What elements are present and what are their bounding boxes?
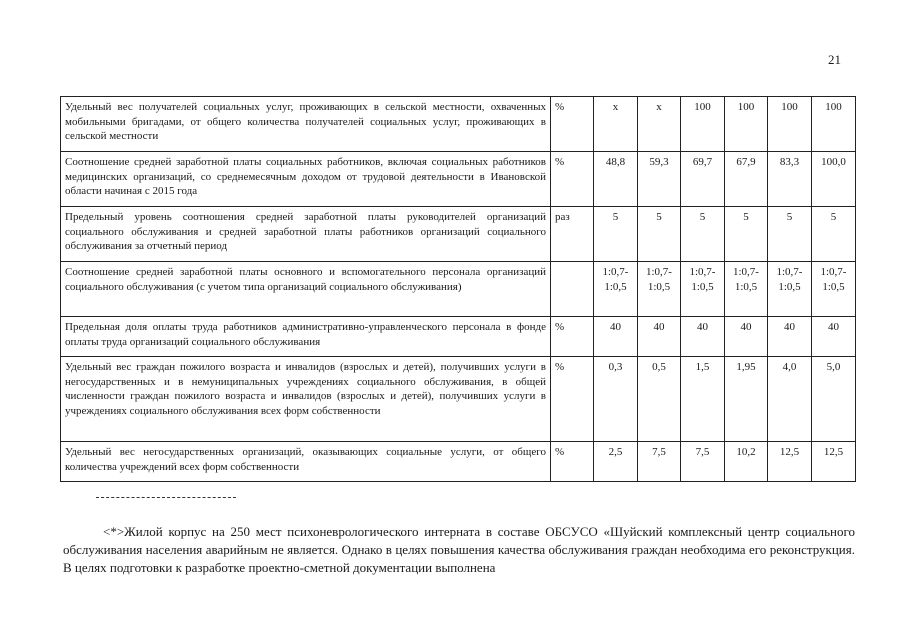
indicator-unit [551, 262, 594, 317]
indicator-value [768, 262, 812, 317]
indicator-value-text: 1:0,7-1:0,5 [689, 266, 716, 293]
indicators-table [60, 96, 856, 482]
indicator-value-text: 7,5 [652, 446, 666, 458]
indicator-value [594, 317, 638, 357]
indicator-value-text: 100 [781, 101, 798, 113]
indicator-value-text: 1:0,7-1:0,5 [733, 266, 759, 293]
indicator-value [725, 357, 768, 442]
indicator-value-text: 48,8 [605, 156, 626, 168]
indicator-value [768, 357, 812, 442]
table-row [61, 207, 856, 262]
indicator-value-text: 1,95 [736, 361, 756, 373]
indicator-value-text: 1:0,7-1:0,5 [820, 266, 847, 293]
indicator-value-text: 4,0 [782, 361, 797, 373]
indicator-description: Удельный вес граждан пожилого возраста и инвалидов (взрослых и детей), получивших услуги в негосударственных и в немуниципальных учреждениях социального обслуживания, в общей численности граждан пожилого возраста и инвалидов (взрослых и детей), получивших услуги в учреждениях социального обслуживания всех форм собственности [61, 357, 551, 442]
table-row [61, 317, 856, 357]
indicator-value-text: 0,5 [652, 361, 666, 373]
indicator-description: Соотношение средней заработной платы социальных работников, включая социальных работников медицинских организаций, со среднемесячным доходом от трудовой деятельности в Ивановской области начиная с 2015 года [61, 152, 551, 207]
indicator-value-text: 1,5 [695, 361, 710, 373]
indicator-value [725, 317, 768, 357]
indicator-value [812, 152, 856, 207]
indicator-value-text: 5 [656, 211, 662, 223]
indicator-unit: % [551, 97, 594, 152]
indicator-value [681, 152, 725, 207]
indicator-value [768, 207, 812, 262]
indicator-unit: раз [551, 207, 594, 262]
indicator-unit: % [551, 152, 594, 207]
indicator-value [681, 442, 725, 482]
indicator-value [594, 357, 638, 442]
indicator-value-text: 0,3 [608, 361, 623, 373]
table-row [61, 442, 856, 482]
indicator-value-text: 40 [653, 321, 665, 333]
indicator-value-text: 40 [828, 321, 839, 333]
indicator-value-text: 10,2 [736, 446, 756, 458]
indicator-value-text: x [612, 101, 619, 113]
indicators-table-body [61, 97, 856, 482]
page-number: 21 [828, 52, 841, 67]
indicator-value [725, 207, 768, 262]
indicator-value-text: 40 [784, 321, 795, 333]
indicator-value [681, 207, 725, 262]
indicator-value-text: 100 [825, 101, 842, 113]
indicator-value [681, 317, 725, 357]
indicator-value [638, 97, 681, 152]
indicator-description: Предельная доля оплаты труда работников административно-управленческого персонала в фонде оплаты труда организаций социального обслуживания [61, 317, 551, 357]
indicator-value-text: 7,5 [695, 446, 710, 458]
indicator-value-text: 100,0 [821, 156, 846, 168]
indicator-value-text: 12,5 [823, 446, 844, 458]
indicator-value [681, 262, 725, 317]
indicator-value-text: 67,9 [736, 156, 756, 168]
indicator-value [638, 357, 681, 442]
indicator-value [681, 97, 725, 152]
indicator-value [768, 442, 812, 482]
indicator-value-text: 2,5 [608, 446, 623, 458]
indicator-value [725, 262, 768, 317]
indicator-value [812, 207, 856, 262]
indicator-value [725, 442, 768, 482]
indicator-value [812, 97, 856, 152]
indicator-value-text: 5,0 [826, 361, 841, 373]
indicator-value [638, 317, 681, 357]
indicator-unit: % [551, 357, 594, 442]
indicator-value-text: 40 [610, 321, 621, 333]
indicator-value-text: 5 [743, 211, 749, 223]
indicator-value [638, 207, 681, 262]
indicator-value-text: 5 [612, 211, 619, 223]
indicator-value [681, 357, 725, 442]
indicator-value [725, 97, 768, 152]
indicator-value-text: 100 [737, 101, 755, 113]
indicator-value [594, 97, 638, 152]
indicator-value [812, 357, 856, 442]
table-row [61, 357, 856, 442]
indicator-unit: % [551, 317, 594, 357]
indicator-unit: % [551, 442, 594, 482]
footnote-separator [96, 497, 236, 498]
indicator-value-text: 1:0,7-1:0,5 [602, 266, 629, 293]
indicator-value [594, 207, 638, 262]
indicator-value [812, 317, 856, 357]
indicator-value-text: 1:0,7-1:0,5 [776, 266, 803, 293]
indicator-value-text: 5 [786, 211, 793, 223]
indicator-value-text: 69,7 [692, 156, 713, 168]
indicator-value [594, 152, 638, 207]
indicator-value-text: 40 [697, 321, 708, 333]
indicator-description: Удельный вес негосударственных организаций, оказывающих социальные услуги, от общего количества учреждений всех форм собственности [61, 442, 551, 482]
indicator-value [725, 152, 768, 207]
indicator-value-text: 5 [699, 211, 706, 223]
indicator-value [638, 442, 681, 482]
indicator-value [812, 442, 856, 482]
indicator-value [638, 262, 681, 317]
indicator-value-text: x [656, 101, 662, 113]
indicator-value-text: 100 [694, 101, 711, 113]
indicator-value-text: 5 [830, 211, 837, 223]
table-row [61, 97, 856, 152]
indicator-value [768, 317, 812, 357]
indicator-value-text: 59,3 [649, 156, 669, 168]
table-row [61, 262, 856, 317]
indicator-value [594, 442, 638, 482]
indicator-description: Удельный вес получателей социальных услуг, проживающих в сельской местности, охваченных мобильными бригадами, от общего количества получателей социальных услуг, проживающих в сельской местности [61, 97, 551, 152]
indicator-value-text: 40 [740, 321, 752, 333]
indicator-value-text: 83,3 [779, 156, 800, 168]
indicator-value-text: 12,5 [779, 446, 800, 458]
table-row [61, 152, 856, 207]
indicator-value [768, 97, 812, 152]
footnote-text: <*>Жилой корпус на 250 мест психоневрологического интерната в составе ОБСУСО «Шуйский комплексный центр социального обслуживания населения аварийным не является. Однако в целях повышения качества обслуживания граждан необходима его реконструкция. В целях подготовки к разработке проектно-сметной документации выполнена [63, 524, 855, 575]
indicator-value [812, 262, 856, 317]
indicator-description: Предельный уровень соотношения средней заработной платы руководителей организаций социального обслуживания и средней заработной платы работников организаций социального обслуживания за отчетный период [61, 207, 551, 262]
indicator-value [638, 152, 681, 207]
indicator-value-text: 1:0,7-1:0,5 [646, 266, 672, 293]
indicator-value [768, 152, 812, 207]
indicator-value [594, 262, 638, 317]
indicator-description: Соотношение средней заработной платы основного и вспомогательного персонала организаций социального обслуживания (с учетом типа организаций социального обслуживания) [61, 262, 551, 317]
